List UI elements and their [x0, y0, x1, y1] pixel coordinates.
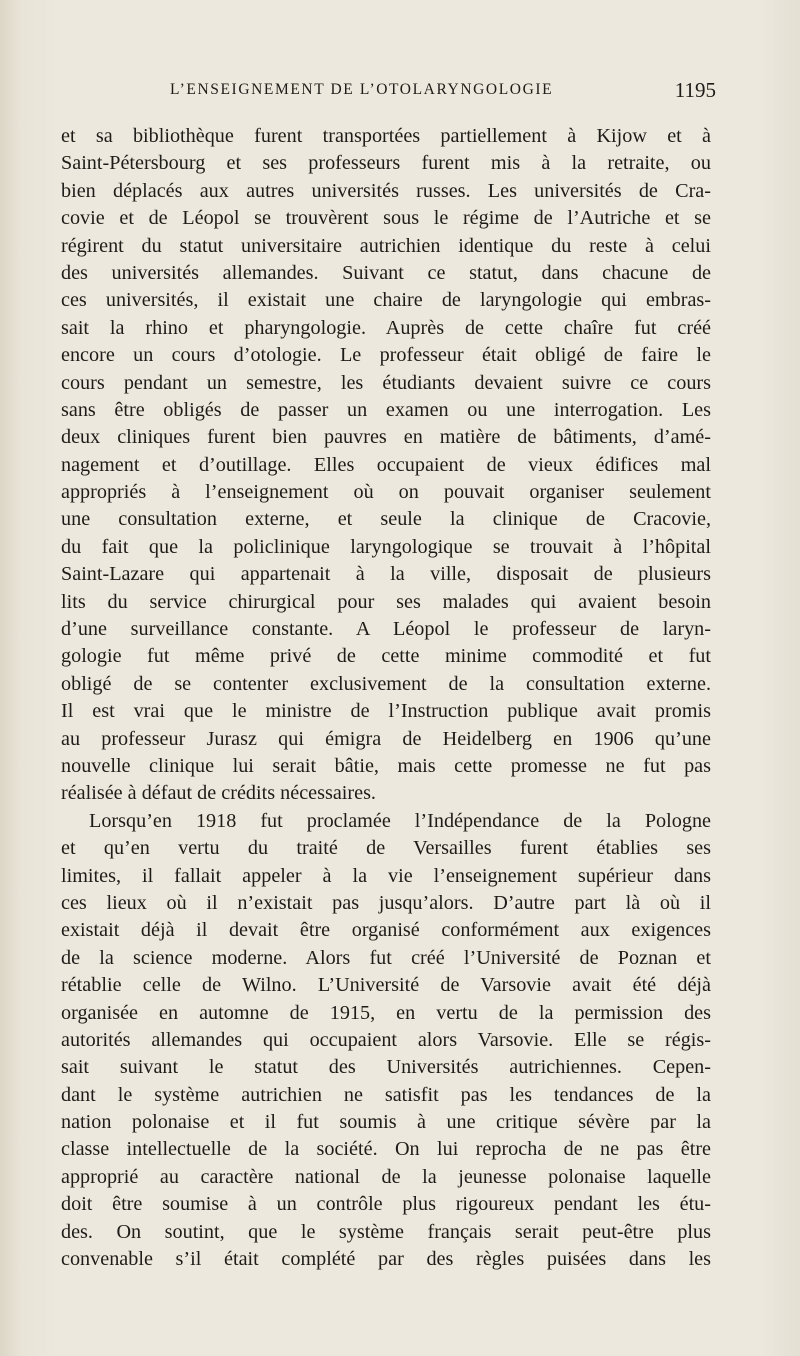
text-line: nagement et d’outillage. Elles occupaient de vieux édifices mal — [61, 453, 711, 476]
text-line: rétablie celle de Wilno. L’Université de Varsovie avait été déjà — [61, 974, 711, 997]
text-line: approprié au caractère national de la jeunesse polonaise laquelle — [61, 1165, 711, 1188]
page-number: 1195 — [674, 78, 716, 102]
text-line: sait suivant le statut des Universités autrichiennes. Cepen- — [61, 1056, 711, 1079]
text-line: convenable s’il était complété par des règles puisées dans les — [61, 1248, 711, 1271]
paragraph-start-line: Lorsqu’en 1918 fut proclamée l’Indépendance de la Pologne — [89, 809, 711, 832]
text-line: de la science moderne. Alors fut créé l’Université de Poznan et — [61, 946, 711, 969]
text-line: cours pendant un semestre, les étudiants devaient suivre ce cours — [61, 371, 711, 394]
text-line: ces lieux où il n’existait pas jusqu’alors. D’autre part là où il — [61, 891, 711, 914]
text-line: au professeur Jurasz qui émigra de Heidelberg en 1906 qu’une — [61, 727, 711, 750]
text-line: Saint-Pétersbourg et ses professeurs furent mis à la retraite, ou — [61, 152, 711, 175]
text-line: limites, il fallait appeler à la vie l’enseignement supérieur dans — [61, 864, 711, 887]
text-line: existait déjà il devait être organisé conformément aux exigences — [61, 919, 711, 942]
text-line: ces universités, il existait une chaire de laryngologie qui embras- — [61, 289, 711, 312]
running-head: L’ENSEIGNEMENT DE L’OTOLARYNGOLOGIE — [170, 81, 554, 98]
text-line: covie et de Léopol se trouvèrent sous le régime de l’Autriche et se — [61, 207, 711, 230]
text-line: dant le système autrichien ne satisfit pas les tendances de la — [61, 1083, 711, 1106]
text-line: du fait que la policlinique laryngologique se trouvait à l’hôpital — [61, 535, 711, 558]
text-line: des universités allemandes. Suivant ce statut, dans chacune de — [61, 261, 711, 284]
text-line: lits du service chirurgical pour ses malades qui avaient besoin — [61, 590, 711, 613]
text-line: deux cliniques furent bien pauvres en matière de bâtiments, d’amé- — [61, 426, 711, 449]
text-line: bien déplacés aux autres universités russes. Les universités de Cra- — [61, 179, 711, 202]
text-line: organisée en automne de 1915, en vertu de la permission des — [61, 1001, 711, 1024]
text-line: obligé de se contenter exclusivement de la consultation externe. — [61, 672, 711, 695]
text-line: et sa bibliothèque furent transportées partiellement à Kijow et à — [61, 125, 711, 147]
text-line: une consultation externe, et seule la clinique de Cracovie, — [61, 508, 711, 531]
text-line: doit être soumise à un contrôle plus rigoureux pendant les étu- — [61, 1193, 711, 1216]
page-header — [60, 76, 716, 104]
text-line: gologie fut même privé de cette minime commodité et fut — [61, 645, 711, 668]
paragraph-end-line: réalisée à défaut de crédits nécessaires. — [61, 782, 376, 805]
text-line: autorités allemandes qui occupaient alors Varsovie. Elle se régis- — [61, 1028, 711, 1051]
text-line: Il est vrai que le ministre de l’Instruction publique avait promis — [61, 700, 711, 723]
text-line: nouvelle clinique lui serait bâtie, mais cette promesse ne fut pas — [61, 754, 711, 777]
body-text — [61, 123, 711, 1273]
text-line: d’une surveillance constante. A Léopol le professeur de laryn- — [61, 618, 711, 641]
text-line: nation polonaise et il fut soumis à une critique sévère par la — [61, 1111, 711, 1134]
text-line: et qu’en vertu du traité de Versailles furent établies ses — [61, 837, 711, 860]
text-line: classe intellectuelle de la société. On lui reprocha de ne pas être — [61, 1138, 711, 1161]
text-line: des. On soutint, que le système français serait peut-être plus — [61, 1220, 711, 1243]
text-line: encore un cours d’otologie. Le professeur était obligé de faire le — [61, 344, 711, 367]
text-line: régirent du statut universitaire autrichien identique du reste à celui — [61, 234, 711, 257]
text-line: appropriés à l’enseignement où on pouvait organiser seulement — [61, 481, 711, 504]
text-line: sait la rhino et pharyngologie. Auprès de cette chaîre fut créé — [61, 316, 711, 339]
text-line: Saint-Lazare qui appartenait à la ville, disposait de plusieurs — [61, 563, 711, 586]
text-line: sans être obligés de passer un examen ou une interrogation. Les — [61, 398, 711, 421]
